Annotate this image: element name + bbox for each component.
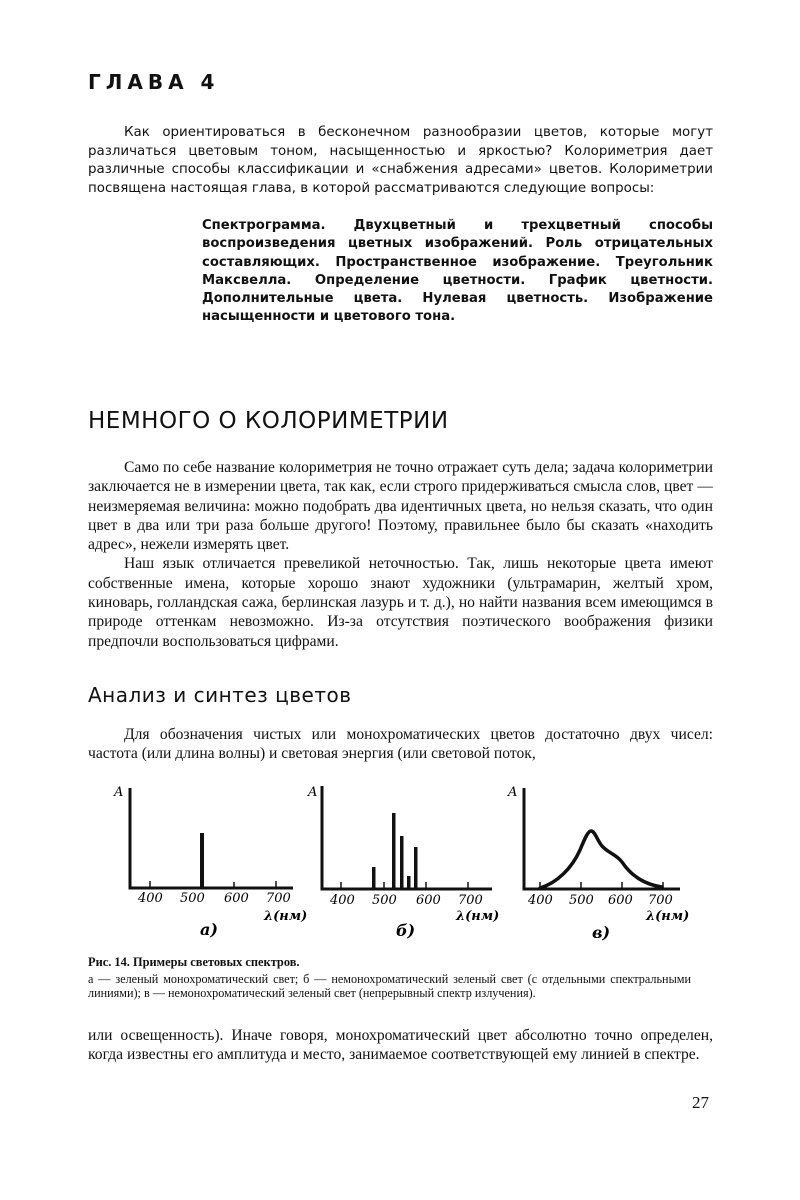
panel-label: а): [200, 920, 218, 939]
chapter-intro: [88, 124, 713, 198]
tick-label: 600: [224, 891, 249, 906]
page-number: 27: [692, 1093, 709, 1112]
tick-label: 400: [528, 893, 553, 908]
spectrum-panel-a: [108, 778, 318, 948]
spectrum-panel-b: [300, 778, 510, 948]
paragraph: Наш язык отличается превеликой неточностью. Так, лишь некоторые цвета имеют собственные имена, которые хорошо знают художники (ультрамарин, желтый хром, киноварь, голландская сажа, берлинская лазурь и т. д.), но найти названия всем имеющимся в природе оттенкам невозможно. Из-за отсутствия поэтического воображения физики предпочли воспользоваться цифрами.: [88, 555, 713, 650]
chapter-topics: Спектрограмма. Двухцветный и трехцветный способы воспроизведения цветных изображений. Роль отрицательных составляющих. Пространственное изображение. Треугольник Максвелла. Определение цветности. График цветности. Дополнительные цвета. Нулевая цветность. Изображение насыщенности и цветового тона.: [202, 218, 713, 325]
spectrum-panel-c: [502, 778, 712, 948]
chart-continuous-spectrum: [502, 778, 712, 943]
chapter-title: ГЛАВА 4: [88, 70, 220, 94]
paragraph: Само по себе название колориметрия не точно отражает суть дела; задача колориметрии заключается не в измерении цвета, так как, если строго придерживаться смысла слов, цвет — неизмеряемая величина: можно подобрать два идентичных цвета, но нельзя сказать, что один цвет в два или три раза больше другого! Поэтому, правильнее было бы сказать «находить адрес», нежели измерять цвет.: [88, 459, 713, 554]
subsection-heading: Анализ и синтез цветов: [88, 683, 352, 707]
intro-paragraph: Как ориентироваться в бесконечном разнообразии цветов, которые могут различаться цветовым тоном, насыщенностью и яркостью? Колориметрия дает различные способы классификации и «снабжения адресами» цветов. Колориметрии посвящена настоящая глава, в которой рассматриваются следующие вопросы:: [88, 125, 713, 196]
section-heading: НЕМНОГО О КОЛОРИМЕТРИИ: [88, 408, 449, 434]
continuation-body: [88, 1026, 713, 1065]
y-axis-label: A: [508, 785, 518, 800]
paragraph: или освещенность). Иначе говоря, монохроматический цвет абсолютно точно определен, когда известны его амплитуда и место, занимаемое соответствующей ему линией в спектре.: [88, 1027, 713, 1064]
figure-caption-text: а — зеленый монохроматический свет; б — немонохроматический зеленый свет (с отдельными спектральными линиями); в — немонохроматический зеленый свет (непрерывный спектр излучения).: [88, 972, 691, 1001]
chart-line-spectrum: [300, 778, 510, 943]
tick-label: 500: [180, 891, 205, 906]
tick-label: 600: [608, 893, 633, 908]
panel-label: б): [396, 921, 416, 940]
y-axis-label: A: [114, 785, 124, 800]
tick-label: 700: [458, 893, 483, 908]
tick-label: 500: [569, 893, 594, 908]
chart-monochromatic: [108, 778, 318, 943]
figure-caption-title: Рис. 14. Примеры световых спектров.: [88, 955, 300, 969]
tick-label: 400: [330, 893, 355, 908]
x-axis-label: λ(нм): [264, 909, 308, 924]
tick-label: 700: [266, 891, 291, 906]
panel-label: в): [592, 923, 611, 942]
section-body: [88, 458, 713, 651]
x-axis-label: λ(нм): [646, 909, 690, 924]
paragraph: Для обозначения чистых или монохроматических цветов достаточно двух чисел: частота (или длина волны) и световая энергия (или световой поток,: [88, 726, 713, 763]
tick-label: 500: [372, 893, 397, 908]
subsection-body: [88, 725, 713, 764]
tick-label: 700: [648, 893, 673, 908]
x-axis-label: λ(нм): [456, 909, 500, 924]
tick-label: 600: [416, 893, 441, 908]
tick-label: 400: [138, 891, 163, 906]
y-axis-label: A: [308, 785, 318, 800]
